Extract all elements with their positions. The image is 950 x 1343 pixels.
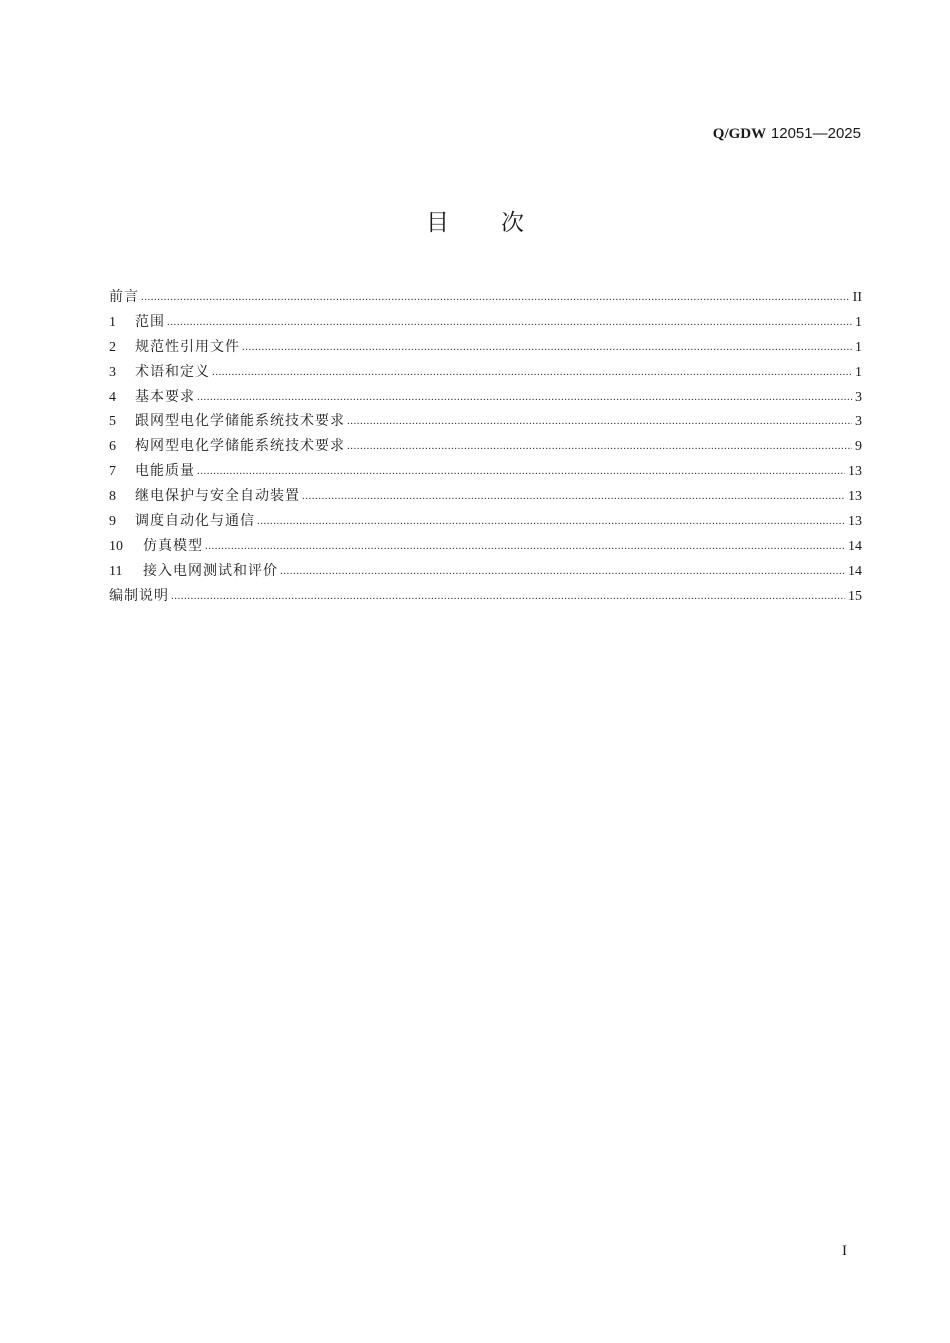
toc-leader-dots (141, 285, 850, 310)
toc-entry-number: 9 (109, 514, 116, 530)
toc-leader-dots (242, 335, 852, 360)
toc-entry-number: 1 (109, 314, 116, 330)
toc-entry-11[interactable] (109, 559, 862, 584)
toc-leader-dots (197, 459, 845, 484)
toc-entry-1[interactable] (109, 310, 862, 335)
toc-entry-5[interactable] (109, 409, 862, 434)
toc-entry-title: 规范性引用文件 (135, 338, 240, 355)
toc-entry-4[interactable] (109, 385, 862, 410)
toc-entry-number: 8 (109, 489, 116, 505)
toc-leader-dots (347, 434, 852, 459)
toc-leader-dots (302, 484, 845, 509)
toc-entry-page: 3 (855, 414, 862, 430)
toc-entry-page: 14 (848, 563, 862, 579)
toc-entry-10[interactable] (109, 534, 862, 559)
page-title (0, 204, 950, 237)
toc-entry-title: 调度自动化与通信 (135, 513, 255, 530)
toc-entry-6[interactable] (109, 434, 862, 459)
toc-entry-title: 仿真模型 (143, 537, 203, 554)
toc-leader-dots (212, 360, 852, 385)
toc-entry-title: 继电保护与安全自动装置 (135, 488, 300, 505)
page-number: I (842, 1243, 847, 1259)
standard-prefix: Q/GDW (712, 126, 767, 142)
toc-entry-9[interactable] (109, 509, 862, 534)
toc-entry-page: 3 (855, 389, 862, 405)
toc-entry-page: 1 (855, 364, 862, 380)
toc-entry-number: 2 (109, 339, 116, 355)
toc-entry-title: 电能质量 (135, 463, 195, 480)
toc-entry-title: 术语和定义 (135, 363, 210, 380)
toc-leader-dots (257, 509, 845, 534)
toc-leader-dots (171, 584, 845, 609)
toc-entry-page: 13 (848, 489, 862, 505)
toc-entry-number: 4 (109, 389, 116, 405)
standard-number: 12051—2025 (770, 125, 861, 142)
title-char-2: 次 (501, 210, 524, 236)
toc-entry-8[interactable] (109, 484, 862, 509)
toc-entry-page: 15 (848, 588, 862, 604)
toc-entry-explanation[interactable] (109, 584, 862, 609)
toc-entry-number: 10 (109, 538, 123, 554)
toc-entry-page: 9 (855, 439, 862, 455)
toc-entry-2[interactable] (109, 335, 862, 360)
table-of-contents (109, 285, 862, 609)
toc-entry-title: 前言 (109, 289, 139, 305)
toc-entry-title: 构网型电化学储能系统技术要求 (135, 438, 345, 455)
toc-entry-title: 编制说明 (109, 587, 169, 604)
toc-entry-number: 3 (109, 364, 116, 380)
toc-entry-title: 跟网型电化学储能系统技术要求 (135, 413, 345, 430)
toc-entry-page: 1 (855, 339, 862, 355)
toc-entry-number: 7 (109, 464, 116, 480)
toc-entry-foreword[interactable] (109, 285, 862, 310)
toc-entry-title: 接入电网测试和评价 (143, 562, 278, 579)
toc-entry-page: 1 (855, 314, 862, 330)
toc-entry-page: 14 (848, 538, 862, 554)
toc-entry-number: 5 (109, 414, 116, 430)
standard-code (713, 124, 861, 143)
toc-leader-dots (280, 559, 845, 584)
toc-leader-dots (205, 534, 845, 559)
title-char-1: 目 (426, 210, 449, 236)
toc-entry-page: II (852, 290, 862, 305)
toc-entry-number: 11 (109, 563, 123, 579)
toc-entry-3[interactable] (109, 360, 862, 385)
toc-leader-dots (167, 310, 852, 335)
toc-entry-title: 基本要求 (135, 388, 195, 405)
toc-leader-dots (347, 409, 852, 434)
toc-entry-page: 13 (848, 464, 862, 480)
toc-entry-number: 6 (109, 439, 116, 455)
toc-entry-7[interactable] (109, 459, 862, 484)
toc-entry-title: 范围 (135, 313, 165, 330)
toc-leader-dots (197, 385, 852, 410)
toc-entry-page: 13 (848, 514, 862, 530)
